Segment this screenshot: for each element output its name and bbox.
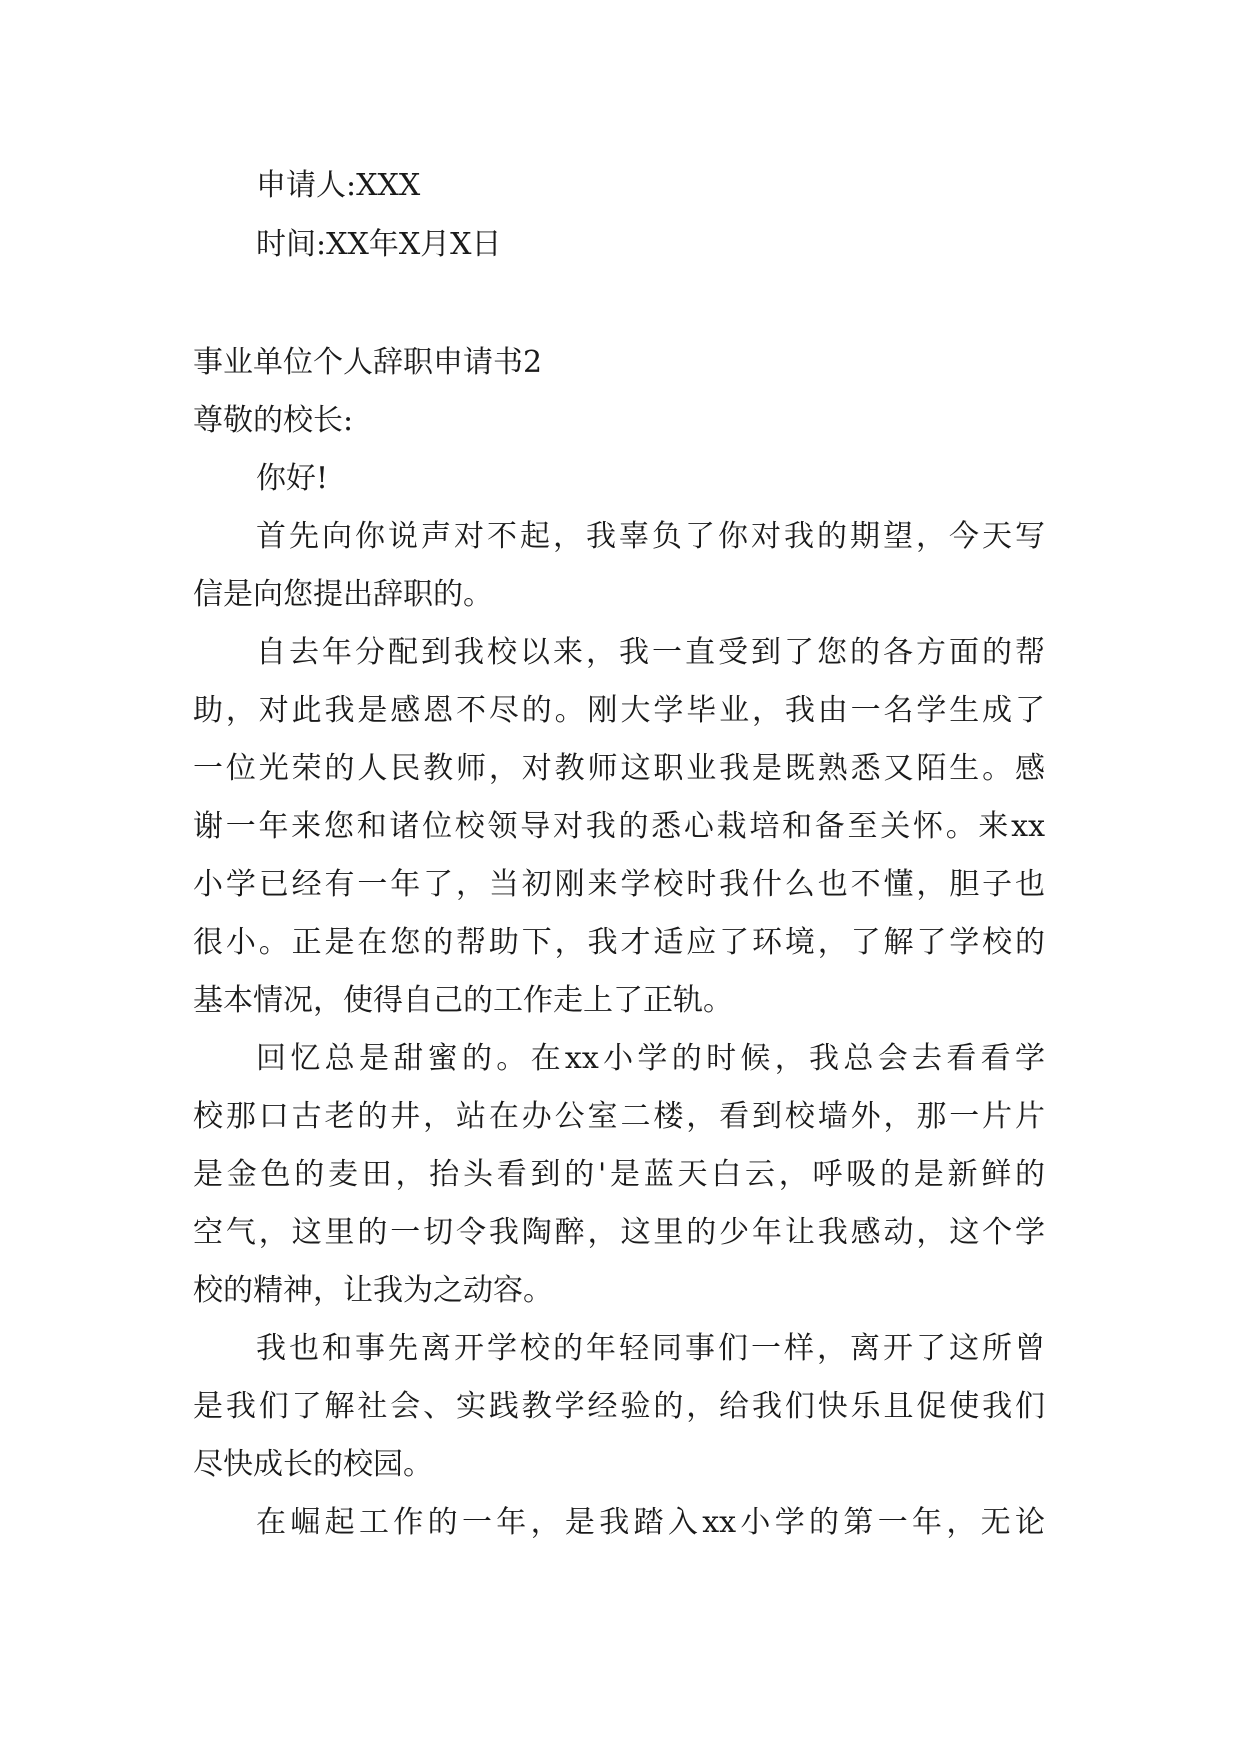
paragraph-line: 我也和事先离开学校的年轻同事们一样，离开了这所曾 — [256, 1331, 1045, 1366]
applicant-line: 申请人:XXX — [256, 168, 421, 203]
paragraph-line: 校那口古老的井，站在办公室二楼，看到校墙外，那一片片 — [193, 1099, 1045, 1134]
paragraph-line: 是我们了解社会、实践教学经验的，给我们快乐且促使我们 — [193, 1389, 1045, 1424]
paragraph-line: 信是向您提出辞职的。 — [193, 577, 493, 612]
paragraph-line: 回忆总是甜蜜的。在xx小学的时候，我总会去看看学 — [256, 1041, 1045, 1076]
paragraph-line: 自去年分配到我校以来，我一直受到了您的各方面的帮 — [256, 635, 1045, 670]
paragraph-line: 是金色的麦田，抬头看到的'是蓝天白云，呼吸的是新鲜的 — [193, 1157, 1045, 1192]
paragraph-line: 基本情况，使得自己的工作走上了正轨。 — [193, 983, 733, 1018]
date-line: 时间:XX年X月X日 — [256, 227, 502, 262]
paragraph-line: 空气，这里的一切令我陶醉，这里的少年让我感动，这个学 — [193, 1215, 1045, 1250]
paragraph-line: 一位光荣的人民教师，对教师这职业我是既熟悉又陌生。感 — [193, 751, 1045, 786]
letter-title: 事业单位个人辞职申请书2 — [193, 345, 543, 380]
salutation: 尊敬的校长: — [193, 403, 354, 438]
paragraph-line: 在崛起工作的一年，是我踏入xx小学的第一年，无论 — [256, 1505, 1045, 1540]
paragraph-line: 尽快成长的校园。 — [193, 1447, 433, 1482]
paragraph-line: 小学已经有一年了，当初刚来学校时我什么也不懂，胆子也 — [193, 867, 1045, 902]
paragraph-line: 首先向你说声对不起，我辜负了你对我的期望，今天写 — [256, 519, 1045, 554]
paragraph-line: 很小。正是在您的帮助下，我才适应了环境，了解了学校的 — [193, 925, 1045, 960]
paragraph-line: 谢一年来您和诸位校领导对我的悉心栽培和备至关怀。来xx — [193, 809, 1045, 844]
greeting: 你好! — [256, 461, 329, 496]
paragraph-line: 校的精神，让我为之动容。 — [193, 1273, 553, 1308]
paragraph-line: 助，对此我是感恩不尽的。刚大学毕业，我由一名学生成了 — [193, 693, 1045, 728]
